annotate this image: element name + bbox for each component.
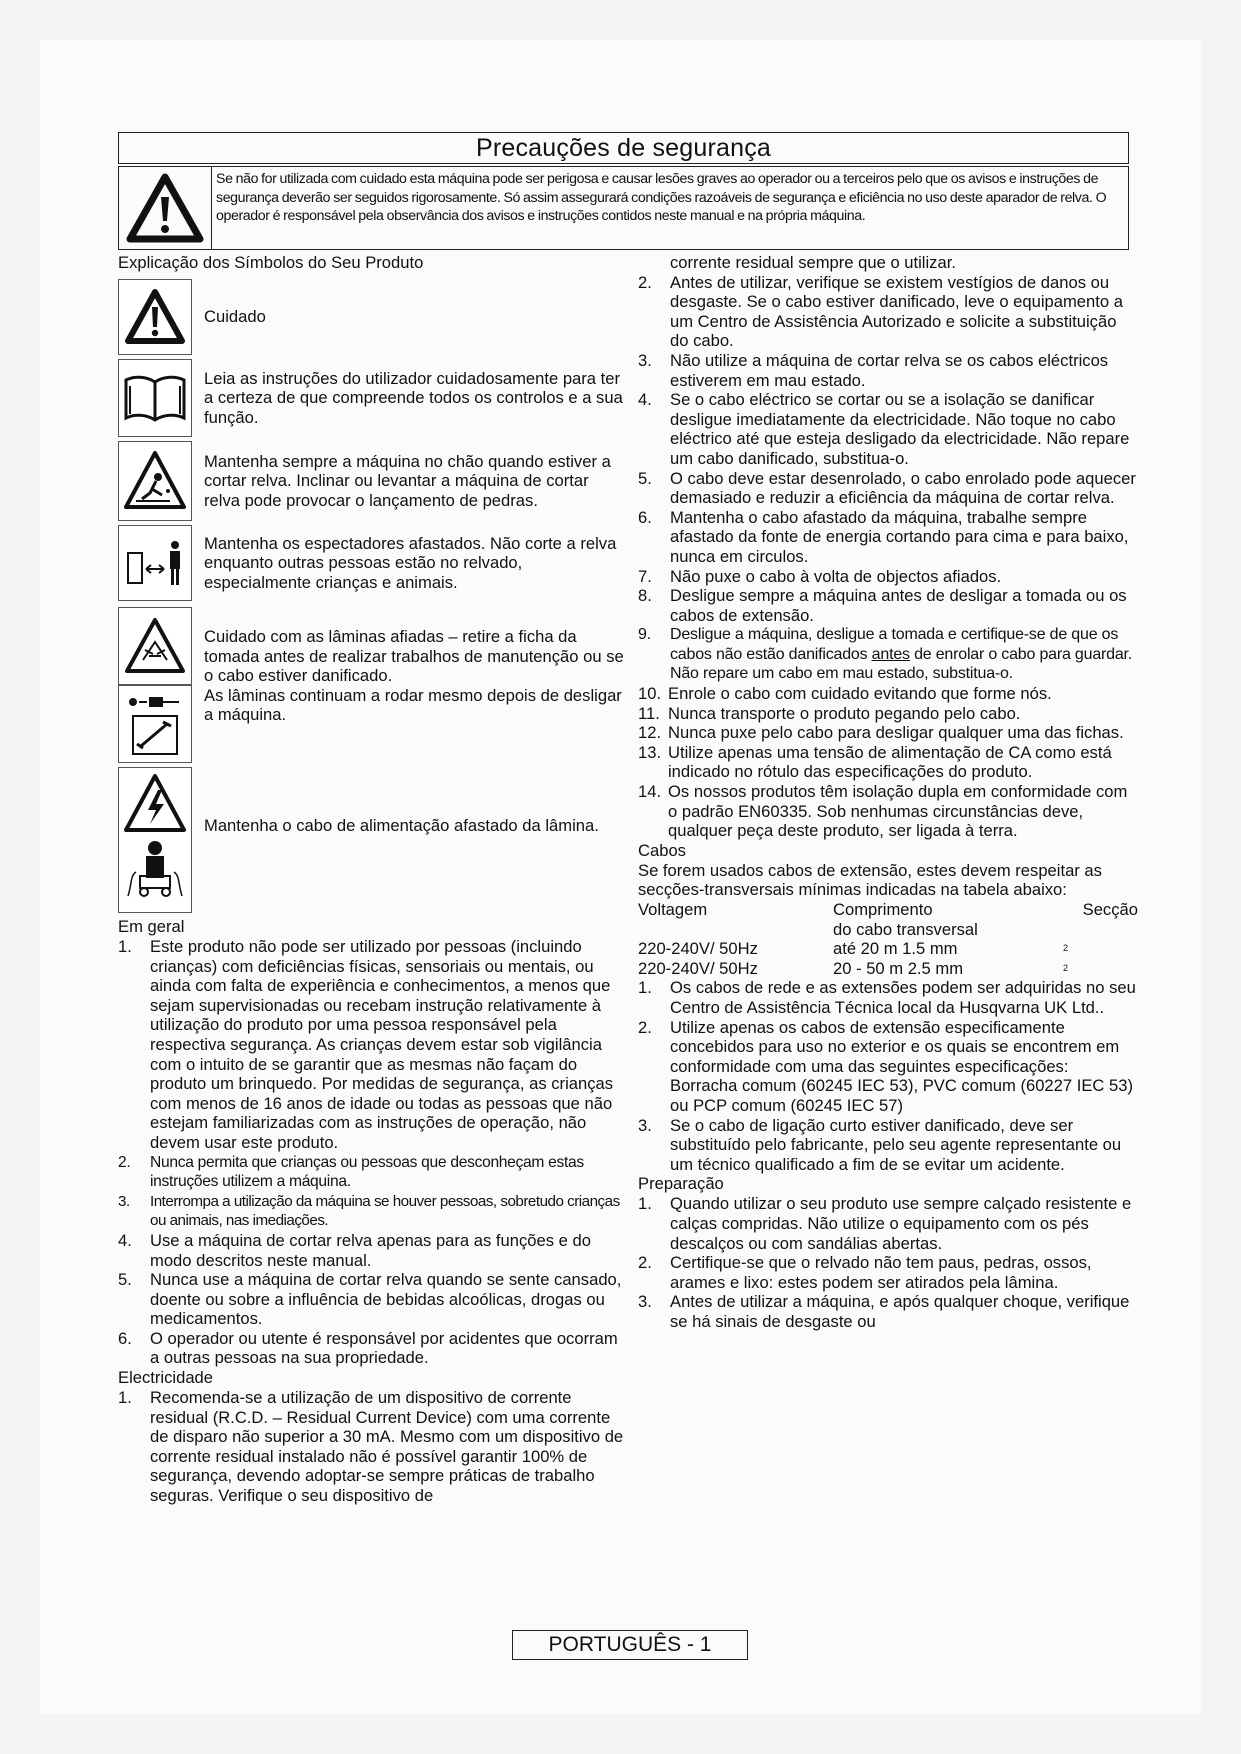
symbol-text: Cuidado (204, 307, 266, 327)
list-number: 13. (638, 742, 662, 762)
page-title-text: Precauções de segurança (475, 133, 772, 162)
list-item (638, 273, 1138, 351)
list-item (638, 1194, 1138, 1253)
list-number: 8. (638, 586, 652, 606)
symbol-icon-stack (118, 607, 192, 763)
list-number: 1. (638, 978, 652, 998)
list-number: 3. (638, 350, 652, 370)
symbol-text: Mantenha os espectadores afastados. Não corte a relva enquanto outras pessoas estão no relvado, especialmente crianças e animais. (204, 533, 617, 592)
emphasis-underlined: antes (871, 645, 910, 663)
list-item (638, 723, 1138, 743)
list-number: 9. (638, 626, 651, 644)
list-text: Interrompa a utilização da máquina se houver pessoas, sobretudo crianças ou animais, nas imediações. (150, 1192, 620, 1230)
list-number: 3. (118, 1192, 130, 1210)
table-header-length (833, 900, 1063, 939)
list-item (638, 351, 1138, 390)
safety-intro-box (118, 166, 1129, 250)
table-row (638, 939, 1138, 959)
list-text-part: de enrolar o cabo para guardar. Não repare um cabo em mau estado, substitua-o. (670, 645, 1133, 683)
unplug-maintenance-icon (118, 685, 192, 763)
symbol-row-sharp-blades (118, 607, 628, 763)
table-cell-voltage: 220-240V/ 50Hz (638, 939, 758, 959)
safety-intro-text: Se não for utilizada com cuidado esta máquina pode ser perigosa e causar lesões graves ao operador ou a terceiros pelo que os avisos e instruções de segurança deverão ser seguidos rigorosamente. Só assim assegurará condições razoáveis de segurança e eficiência no uso deste aparador de relva. O operador é responsável pela observância dos avisos e instruções contidos neste manual e na própria máquina. (216, 171, 1107, 225)
list-item (118, 937, 628, 1153)
electricity-heading: Electricidade (118, 1368, 214, 1388)
list-item (118, 1231, 628, 1270)
list-item-continued (638, 253, 1138, 273)
list-number: 14. (638, 782, 662, 802)
list-number: 5. (638, 468, 652, 488)
list-text: Nunca transporte o produto pegando pelo cabo. (668, 703, 1021, 723)
list-item (638, 469, 1138, 508)
symbols-heading: Explicação dos Símbolos do Seu Produto (118, 253, 424, 272)
right-column (638, 253, 1138, 1331)
list-text: Desligue sempre a máquina antes de desligar a tomada ou os cabos de extensão. (670, 586, 1127, 625)
open-book-icon (118, 359, 192, 437)
list-item (638, 1253, 1138, 1292)
list-text: Não utilize a máquina de cortar relva se os cabos eléctricos estiverem em mau estado. (670, 350, 1109, 390)
list-number: 6. (638, 507, 652, 527)
bystander-distance-icon (118, 525, 192, 601)
symbol-text: Mantenha sempre a máquina no chão quando estiver a cortar relva. Inclinar ou levantar a máquina de cortar relva pode provocar o lançamento de pedras. (204, 451, 611, 510)
symbol-text: As lâminas continuam a rodar mesmo depois de desligar a máquina. (204, 685, 622, 725)
list-text: Os nossos produtos têm isolação dupla em conformidade com o padrão EN60335. Sob nenhumas circunstâncias deve, qualquer peça deste produto, ser ligada à terra. (668, 782, 1128, 841)
list-number: 1. (118, 937, 132, 956)
list-number: 12. (638, 723, 662, 743)
list-item (638, 390, 1138, 468)
list-text: Recomenda-se a utilização de um dispositivo de corrente residual (R.C.D. – Residual Current Device) com uma corrente de disparo não superior a 30 mA. Mesmo com um dispositivo de corrente residual instalado não é possível garantir 100% de segurança, devendo adoptar-se sempre práticas de trabalho seguras. Verifique o seu dispositivo de (150, 1388, 624, 1506)
list-text: Os cabos de rede e as extensões podem ser adquiridas no seu Centro de Assistência Técnica local da Husqvarna UK Ltd.. (670, 978, 1136, 1017)
list-text (670, 625, 1138, 684)
cables-intro: Se forem usados cabos de extensão, estes devem respeitar as secções-transversais mínimas indicadas na tabela abaixo: (638, 860, 1102, 900)
list-text: Se o cabo eléctrico se cortar ou se a isolação se danificar desligue imediatamente da electricidade. Não toque no cabo eléctrico até que esteja desligado da electricidade. Não repare um cabo danificado, substitua-o. (670, 390, 1130, 468)
list-text-part: Desligue a máquina, desligue a tomada e certifique-se de que os cabos não estão danificados (670, 626, 1119, 663)
list-item (118, 1270, 628, 1329)
list-text: Nunca permita que crianças ou pessoas que desconheçam estas instruções utilizem a máquina. (150, 1153, 584, 1191)
list-text: Antes de utilizar, verifique se existem vestígios de danos ou desgaste. Se o cabo estiver danificado, leve o equipamento a um Centro de Assistência Autorizado e solicite a substituição do cabo. (670, 272, 1123, 351)
list-text: corrente residual sempre que o utilizar. (670, 253, 956, 272)
list-number: 3. (638, 1292, 652, 1312)
table-header-length-line2: do cabo transversal (833, 919, 978, 939)
list-item (638, 625, 1138, 684)
list-item (638, 586, 1138, 625)
list-number: 1. (638, 1194, 652, 1214)
list-text: Nunca puxe pelo cabo para desligar qualquer uma das fichas. (668, 723, 1124, 743)
list-item (638, 508, 1138, 567)
list-item (638, 567, 1138, 587)
list-text: Certifique-se que o relvado não tem paus, pedras, ossos, arames e lixo: estes podem ser atirados pela lâmina. (670, 1253, 1092, 1292)
list-text: Nunca use a máquina de cortar relva quando se sente cansado, doente ou sobre a influência de bebidas alcoólicas, drogas ou medicamentos. (150, 1270, 622, 1329)
list-item (638, 782, 1138, 841)
table-header-section: Secção (1082, 900, 1138, 919)
list-number: 2. (638, 1017, 652, 1037)
list-item (638, 1018, 1138, 1116)
symbol-row-bystanders (118, 525, 628, 601)
table-header-voltage: Voltagem (638, 900, 708, 919)
list-text: Enrole o cabo com cuidado evitando que forme nós. (668, 684, 1052, 704)
page-footer (512, 1630, 748, 1660)
list-item (638, 684, 1138, 704)
page-title (118, 132, 1129, 164)
table-row (638, 959, 1138, 979)
thrown-objects-icon (118, 441, 192, 521)
symbol-row-thrown-objects (118, 441, 628, 521)
list-item (118, 1388, 628, 1506)
list-text: Utilize apenas os cabos de extensão especificamente concebidos para uso no exterior e os quais se encontrem em conformidade com uma das seguintes especificações: Borracha comum (60245 IEC 53), PVC comum (60227 IEC 53) ou PCP comum (60245 IEC 57) (670, 1017, 1133, 1115)
list-item (118, 1192, 628, 1231)
table-header (638, 900, 1138, 939)
list-item (638, 1292, 1138, 1331)
list-item (638, 704, 1138, 724)
list-text: O cabo deve estar desenrolado, o cabo enrolado pode aquecer demasiado e reduzir a eficiência da máquina de cortar relva. (670, 468, 1136, 508)
list-number-spacer (638, 253, 670, 273)
list-number: 10. (638, 684, 662, 704)
table-cell-voltage: 220-240V/ 50Hz (638, 958, 758, 978)
list-text: Utilize apenas uma tensão de alimentação de CA como está indicado no rótulo das especificações do produto. (668, 742, 1112, 782)
list-number: 4. (118, 1230, 132, 1250)
table-cell-superscript: 2 (1063, 943, 1069, 954)
list-number: 3. (638, 1115, 652, 1135)
list-text: Não puxe o cabo à volta de objectos afiados. (670, 566, 1002, 586)
list-text: Antes de utilizar a máquina, e após qualquer choque, verifique se há sinais de desgaste ou (670, 1292, 1130, 1331)
symbol-text-group (204, 607, 628, 725)
table-cell-length: até 20 m 1.5 mm (833, 939, 958, 959)
list-text: Mantenha o cabo afastado da máquina, trabalhe sempre afastado da fonte de energia cortando para cima e para baixo, nunca em circulos. (670, 507, 1129, 566)
list-item (118, 1329, 628, 1368)
sharp-blades-icon (118, 607, 192, 685)
symbol-text: Leia as instruções do utilizador cuidadosamente para ter a certeza de que compreende todos os controlos e a sua função. (204, 368, 623, 427)
symbol-text: Cuidado com as lâminas afiadas – retire a ficha da tomada antes de realizar trabalhos de manutenção ou se o cabo estiver danificado. (204, 627, 624, 686)
cables-heading: Cabos (638, 840, 686, 860)
cable-spec-table (638, 900, 1138, 978)
left-column (118, 253, 628, 1506)
list-text: Quando utilizar o seu produto use sempre calçado resistente e calças compridas. Não utilize o equipamento com os pés descalços ou com sandálias abertas. (670, 1194, 1132, 1253)
list-text: O operador ou utente é responsável por acidentes que ocorram a outras pessoas na sua propriedade. (150, 1328, 618, 1368)
table-cell-length: 20 - 50 m 2.5 mm (833, 958, 964, 978)
list-number: 11. (638, 703, 660, 723)
list-item (638, 978, 1138, 1017)
list-text: Se o cabo de ligação curto estiver danificado, deve ser substituído pelo fabricante, pelo seu agente representante ou um técnico qualificado a fim de se evitar um acidente. (670, 1115, 1122, 1174)
list-number: 1. (118, 1388, 132, 1408)
list-number: 2. (638, 1253, 652, 1273)
warning-triangle-icon (118, 279, 192, 355)
list-number: 4. (638, 390, 652, 410)
list-item (638, 1116, 1138, 1175)
list-number: 6. (118, 1328, 132, 1348)
preparation-heading: Preparação (638, 1174, 724, 1194)
warning-triangle-icon (119, 167, 212, 249)
list-item (118, 1153, 628, 1192)
list-item (638, 743, 1138, 782)
symbol-row-electric (118, 767, 628, 913)
general-heading: Em geral (118, 917, 185, 936)
list-number: 5. (118, 1270, 132, 1290)
list-number: 7. (638, 566, 652, 586)
list-text: Este produto não pode ser utilizado por pessoas (incluindo crianças) com deficiências físicas, sensoriais ou mentais, ou ainda com falta de experiência e conhecimentos, a menos que sejam supervisionadas ou recebam instrução relativamente à utilização do produto por uma pessoa responsável pela respectiva segurança. As crianças devem estar sob vigilância com o intuito de se garantir que as mesmas não façam do produto um brinquedo. Por medidas de segurança, as crianças com menos de 16 anos de idade ou todas as pessoas que não estejam familiarizadas com as instruções de operação, não devem usar este produto. (150, 937, 614, 1152)
list-number: 2. (118, 1153, 131, 1171)
list-text: Use a máquina de cortar relva apenas para as funções e do modo descritos neste manual. (150, 1230, 591, 1270)
symbol-text: Mantenha o cabo de alimentação afastado da lâmina. (204, 816, 599, 836)
symbol-row-caution (118, 279, 628, 355)
page-number-label: PORTUGUÊS - 1 (548, 1633, 712, 1656)
electric-shock-icon (118, 767, 192, 913)
symbol-row-read-manual (118, 359, 628, 437)
table-cell-superscript: 2 (1063, 962, 1069, 973)
list-number: 2. (638, 272, 652, 292)
table-header-length-line1: Comprimento (833, 900, 933, 919)
